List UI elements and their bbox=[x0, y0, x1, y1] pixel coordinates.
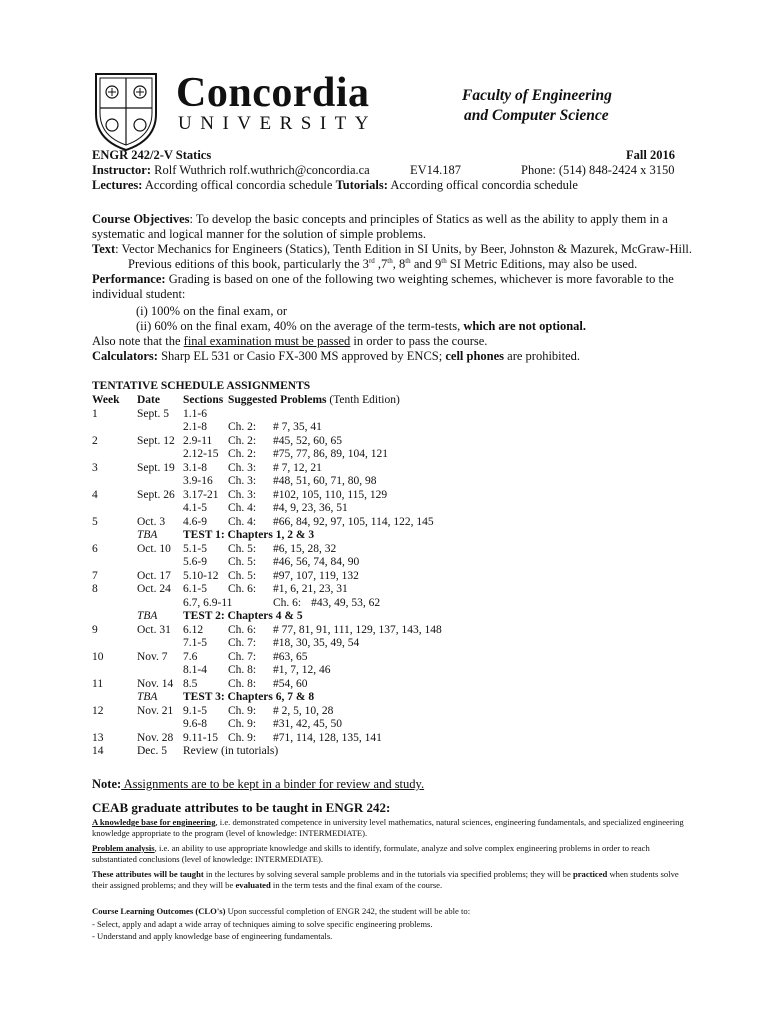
schedule-test: TEST 2: Chapters 4 & 5 bbox=[183, 610, 303, 622]
schedule-chapter: Ch. 8: bbox=[228, 664, 257, 676]
schedule-week: 10 bbox=[92, 650, 104, 663]
schedule-date: Oct. 3 bbox=[137, 515, 166, 528]
schedule-week bbox=[92, 610, 137, 624]
schedule-row bbox=[92, 597, 442, 611]
schedule-chapter: Ch. 2: bbox=[228, 448, 257, 460]
schedule-week: 5 bbox=[92, 515, 98, 528]
schedule-problems: #54, 60 bbox=[273, 677, 308, 690]
schedule-date: Sept. 26 bbox=[137, 488, 175, 501]
schedule-date: Sept. 12 bbox=[137, 434, 175, 447]
schedule-chapter: Ch. 5: bbox=[228, 569, 257, 582]
schedule-row bbox=[92, 624, 442, 638]
schedule-date: Oct. 24 bbox=[137, 583, 171, 595]
schedule-date: Sept. 19 bbox=[137, 461, 175, 474]
schedule-chapter: Ch. 9: bbox=[228, 718, 257, 730]
schedule-date: Sept. 5 bbox=[137, 407, 169, 420]
schedule-chapter: Ch. 2: bbox=[228, 421, 257, 433]
schedule-date: Nov. 14 bbox=[137, 677, 174, 690]
schedule-week bbox=[92, 448, 137, 462]
schedule-sections: 1.1-6 bbox=[183, 407, 207, 420]
textbook: Text: Vector Mechanics for Engineers (Statics), Tenth Edition in SI Units, by Beer, Johnston & Mazurek, McGraw-Hill. bbox=[92, 242, 693, 256]
schedule-sections: 9.1-5 bbox=[183, 704, 207, 717]
schedule-sections: 2.1-8 bbox=[183, 421, 207, 433]
schedule-week: 13 bbox=[92, 731, 104, 744]
schedule-sections: 9.11-15 bbox=[183, 731, 219, 744]
faculty-name: Faculty of Engineering and Computer Science bbox=[462, 87, 612, 124]
schedule-sections: 5.10-12 bbox=[183, 569, 219, 582]
schedule-row bbox=[92, 732, 442, 746]
schedule-date: TBA bbox=[137, 691, 158, 703]
schedule-date bbox=[137, 718, 183, 732]
schedule-row bbox=[92, 664, 442, 678]
schedule-sections: 7.1-5 bbox=[183, 637, 207, 649]
schedule-problems: #66, 84, 92, 97, 105, 114, 122, 145 bbox=[273, 515, 434, 528]
schedule-chapter: Ch. 3: bbox=[228, 488, 257, 501]
schedule-problems: # 2, 5, 10, 28 bbox=[273, 704, 334, 717]
schedule-sections: 3.9-16 bbox=[183, 475, 213, 487]
grading-option-2: (ii) 60% on the final exam, 40% on the average of the term-tests, which are not optional. bbox=[136, 319, 587, 333]
ceab-problem-analysis: Problem analysis, i.e. an ability to use appropriate knowledge and skills to identify, formulate, analyze and solve complex engineering problems in order to reach substantiated conclusions (level of knowledge: INTERMEDIATE). bbox=[92, 843, 650, 864]
schedule-problems: #48, 51, 60, 71, 80, 98 bbox=[273, 475, 377, 487]
schedule-week bbox=[92, 421, 137, 435]
calculators: Calculators: Sharp EL 531 or Casio FX-300 MS approved by ENCS; cell phones are prohibited. bbox=[92, 349, 581, 363]
schedule-chapter: Ch. 4: bbox=[228, 515, 257, 528]
course-objectives: Course Objectives: To develop the basic concepts and principles of Statics as well as the ability to apply them in a systematic and logical manner for the solution of simple problems. bbox=[92, 212, 668, 241]
schedule-problems: #18, 30, 35, 49, 54 bbox=[273, 637, 360, 649]
ceab-attributes-taught: These attributes will be taught in the lectures by solving several sample problems and in the tutorials via specified problems; they will be practiced when students solve their assigned problems; and they will be evaluated in the term tests and the final exam of the course. bbox=[92, 869, 679, 890]
schedule-row bbox=[92, 651, 442, 665]
schedule-week: 7 bbox=[92, 569, 98, 582]
schedule-chapter: Ch. 5: bbox=[228, 542, 257, 555]
schedule-problems: #63, 65 bbox=[273, 650, 308, 663]
schedule-sections: 9.6-8 bbox=[183, 718, 207, 730]
schedule-header-row: Week Date Sections Suggested Problems (Tenth Edition) bbox=[92, 394, 400, 406]
schedule-problems: # 77, 81, 91, 111, 129, 137, 143, 148 bbox=[273, 623, 442, 636]
previous-editions: Previous editions of this book, particularly the 3rd ,7th, 8th and 9th SI Metric Editions, may also be used. bbox=[128, 256, 638, 271]
schedule-week: 11 bbox=[92, 677, 104, 690]
schedule-row bbox=[92, 745, 442, 759]
schedule-date bbox=[137, 502, 183, 516]
schedule-week: 4 bbox=[92, 488, 98, 501]
schedule-chapter: Ch. 6: bbox=[228, 583, 257, 595]
schedule-sections: 3.17-21 bbox=[183, 488, 219, 501]
schedule-sections: 8.5 bbox=[183, 677, 198, 690]
performance: Performance: Grading is based on one of the following two weighting schemes, whichever is more favorable to the individual student: bbox=[92, 272, 674, 301]
schedule-row bbox=[92, 678, 442, 692]
schedule-chapter: Ch. 4: bbox=[228, 502, 257, 514]
ceab-title: CEAB graduate attributes to be taught in ENGR 242: bbox=[92, 800, 391, 815]
course-term: Fall 2016 bbox=[626, 148, 675, 162]
schedule-problems: # 7, 35, 41 bbox=[273, 421, 322, 433]
schedule-date: Nov. 21 bbox=[137, 704, 174, 717]
schedule-date: TBA bbox=[137, 529, 158, 541]
schedule-row bbox=[92, 475, 442, 489]
schedule-sections: 4.1-5 bbox=[183, 502, 207, 514]
schedule-week: 9 bbox=[92, 623, 98, 636]
grading-option-1: (i) 100% on the final exam, or bbox=[136, 304, 287, 318]
schedule-week bbox=[92, 597, 137, 611]
schedule-date: Nov. 28 bbox=[137, 731, 174, 744]
schedule-row bbox=[92, 691, 442, 705]
schedule-week bbox=[92, 529, 137, 543]
schedule-chapter: Ch. 7: bbox=[228, 637, 257, 649]
schedule-problems: #4, 9, 23, 36, 51 bbox=[273, 502, 348, 514]
schedule-title: TENTATIVE SCHEDULE ASSIGNMENTS bbox=[92, 380, 311, 392]
schedule-date: Oct. 17 bbox=[137, 569, 171, 582]
schedule-row bbox=[92, 408, 442, 422]
schedule-row bbox=[92, 705, 442, 719]
schedule-sections: 2.9-11 bbox=[183, 434, 213, 447]
schedule-date: Oct. 31 bbox=[137, 623, 171, 636]
schedule-review: Review (in tutorials) bbox=[183, 745, 279, 757]
schedule-test: TEST 1: Chapters 1, 2 & 3 bbox=[183, 529, 315, 541]
schedule-row bbox=[92, 637, 442, 651]
schedule-week bbox=[92, 637, 137, 651]
schedule-row bbox=[92, 583, 442, 597]
schedule-chapter: Ch. 9: bbox=[228, 704, 257, 717]
schedule-sections: 6.1-5 bbox=[183, 583, 207, 595]
schedule-chapter: Ch. 3: bbox=[228, 475, 257, 487]
schedule-problems: #1, 6, 21, 23, 31 bbox=[273, 583, 348, 595]
schedule-week bbox=[92, 502, 137, 516]
university-name: Concordia bbox=[176, 70, 370, 116]
schedule-sections: 4.6-9 bbox=[183, 515, 207, 528]
schedule-row bbox=[92, 435, 442, 449]
schedule-week: 3 bbox=[92, 461, 98, 474]
schedule-chapter: Ch. 7: bbox=[228, 650, 257, 663]
binder-note: Note: Assignments are to be kept in a binder for review and study. bbox=[92, 777, 425, 791]
schedule-chapter: Ch. 3: bbox=[228, 461, 257, 474]
schedule-problems: #75, 77, 86, 89, 104, 121 bbox=[273, 448, 388, 460]
schedule-sections: 7.6 bbox=[183, 650, 198, 663]
schedule-week: 14 bbox=[92, 745, 104, 757]
schedule-week bbox=[92, 664, 137, 678]
schedule-chapter bbox=[228, 408, 273, 422]
schedule-row bbox=[92, 448, 442, 462]
schedule-sections: 3.1-8 bbox=[183, 461, 207, 474]
schedule-date: Dec. 5 bbox=[137, 745, 168, 757]
schedule-date: TBA bbox=[137, 610, 158, 622]
clo-intro: Course Learning Outcomes (CLO's) Upon successful completion of ENGR 242, the student will be able to: bbox=[92, 906, 471, 916]
schedule-chapter: Ch. 6: bbox=[228, 623, 257, 636]
schedule-date bbox=[137, 597, 183, 611]
schedule-sections: 2.12-15 bbox=[183, 448, 219, 460]
schedule-chapter: Ch. 2: bbox=[228, 434, 257, 447]
schedule-week bbox=[92, 556, 137, 570]
concordia-crest-icon bbox=[92, 70, 160, 152]
schedule-week: 1 bbox=[92, 407, 98, 420]
schedule-week bbox=[92, 718, 137, 732]
schedule-date: Oct. 10 bbox=[137, 542, 171, 555]
university-subtitle: UNIVERSITY bbox=[178, 113, 377, 134]
schedule-row bbox=[92, 610, 442, 624]
schedule-chapter: Ch. 5: bbox=[228, 556, 257, 568]
course-code: ENGR 242/2-V Statics bbox=[92, 148, 212, 162]
instructor-line: Instructor: Rolf Wuthrich rolf.wuthrich@concordia.ca bbox=[92, 163, 370, 177]
schedule-sections: 5.6-9 bbox=[183, 556, 207, 568]
schedule-row bbox=[92, 516, 442, 530]
schedule-chapter: Ch. 9: bbox=[228, 731, 257, 744]
schedule-table bbox=[92, 394, 442, 759]
schedule-row bbox=[92, 502, 442, 516]
schedule-problems: #31, 42, 45, 50 bbox=[273, 718, 342, 730]
schedule-week bbox=[92, 475, 137, 489]
schedule-date bbox=[137, 637, 183, 651]
lectures-line: Lectures: According offical concordia schedule Tutorials: According offical concordia schedule bbox=[92, 178, 578, 192]
schedule-sections: 8.1-4 bbox=[183, 664, 207, 676]
schedule-row bbox=[92, 718, 442, 732]
schedule-sections: 6.12 bbox=[183, 623, 204, 636]
schedule-problems: #102, 105, 110, 115, 129 bbox=[273, 488, 388, 501]
schedule-problems: #46, 56, 74, 84, 90 bbox=[273, 556, 360, 568]
schedule-date bbox=[137, 475, 183, 489]
final-exam-note: Also note that the final examination must be passed in order to pass the course. bbox=[92, 334, 488, 348]
schedule-row bbox=[92, 462, 442, 476]
office: EV14.187 bbox=[410, 163, 462, 177]
schedule-date: Nov. 7 bbox=[137, 650, 168, 663]
schedule-problems: Ch. 6: #43, 49, 53, 62 bbox=[273, 596, 381, 609]
schedule-row bbox=[92, 543, 442, 557]
schedule-test: TEST 3: Chapters 6, 7 & 8 bbox=[183, 691, 315, 703]
schedule-row bbox=[92, 489, 442, 503]
schedule-problems: #6, 15, 28, 32 bbox=[273, 542, 337, 555]
schedule-week: 12 bbox=[92, 704, 104, 717]
clo-item-2: - Understand and apply knowledge base of engineering fundamentals. bbox=[92, 931, 333, 941]
schedule-problems bbox=[273, 408, 442, 422]
schedule-week: 6 bbox=[92, 542, 98, 555]
schedule-date bbox=[137, 664, 183, 678]
schedule-week: 8 bbox=[92, 583, 98, 595]
schedule-date bbox=[137, 421, 183, 435]
schedule-date bbox=[137, 556, 183, 570]
schedule-row bbox=[92, 570, 442, 584]
schedule-week: 2 bbox=[92, 434, 98, 447]
schedule-problems: #71, 114, 128, 135, 141 bbox=[273, 731, 382, 744]
schedule-problems: # 7, 12, 21 bbox=[273, 461, 322, 474]
schedule-problems: #1, 7, 12, 46 bbox=[273, 664, 331, 676]
ceab-knowledge-base: A knowledge base for engineering, i.e. demonstrated competence in university level mathematics, natural sciences, engineering fundamentals, and specialized engineering knowledge appropriate to the program (level of knowledge: INTERMEDIATE). bbox=[92, 817, 684, 838]
schedule-row bbox=[92, 421, 442, 435]
phone: Phone: (514) 848-2424 x 3150 bbox=[521, 163, 675, 177]
schedule-chapter: Ch. 8: bbox=[228, 677, 257, 690]
schedule-problems: #45, 52, 60, 65 bbox=[273, 434, 342, 447]
schedule-row bbox=[92, 529, 442, 543]
clo-item-1: - Select, apply and adapt a wide array of techniques aiming to solve specific engineering problems. bbox=[92, 919, 433, 929]
schedule-problems: #97, 107, 119, 132 bbox=[273, 569, 359, 582]
schedule-week bbox=[92, 691, 137, 705]
schedule-date bbox=[137, 448, 183, 462]
schedule-row bbox=[92, 556, 442, 570]
schedule-sections: 5.1-5 bbox=[183, 542, 207, 555]
schedule-sections: 6.7, 6.9-11 bbox=[183, 596, 233, 609]
